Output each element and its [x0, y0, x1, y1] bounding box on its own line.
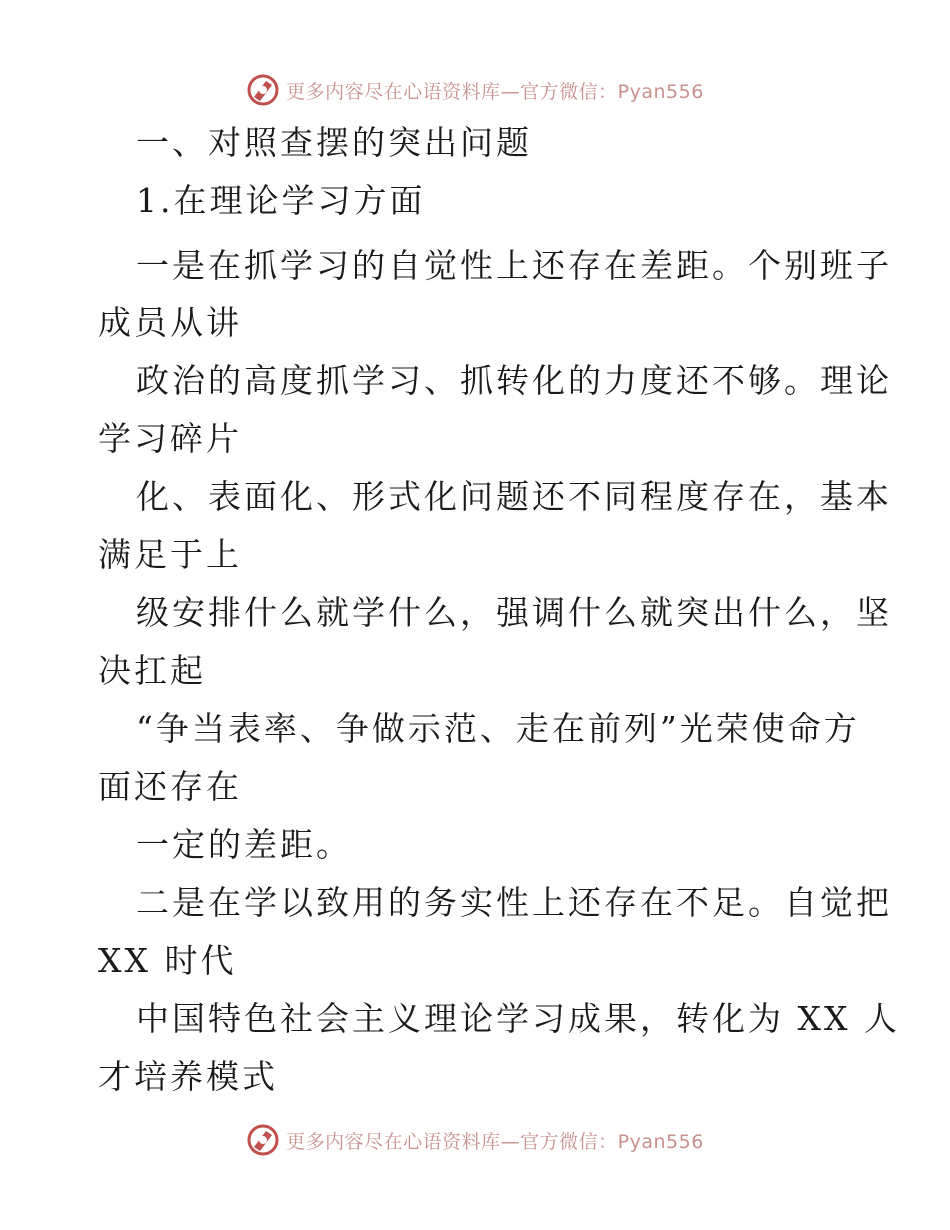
paragraph-line: XX 时代: [98, 941, 237, 980]
subsection-heading: 1.在理论学习方面: [136, 181, 426, 220]
paragraph-line: 面还存在: [98, 767, 242, 806]
paragraph-line: “争当表率、争做示范、走在前列”光荣使命方: [136, 709, 860, 748]
brand-logo-icon: [246, 1123, 280, 1157]
paragraph-line: 满足于上: [98, 535, 242, 574]
section-heading: 一、对照查摆的突出问题: [136, 123, 532, 162]
paragraph-line: 中国特色社会主义理论学习成果，转化为 XX 人: [136, 999, 900, 1038]
paragraph-line: 决扛起: [98, 651, 206, 690]
paragraph-line: 成员从讲: [98, 303, 242, 342]
paragraph-line: 一定的差距。: [136, 825, 352, 864]
brand-logo-icon: [246, 73, 280, 107]
paragraph-line: 二是在学以致用的务实性上还存在不足。自觉把: [136, 883, 892, 922]
paragraph-line: 级安排什么就学什么，强调什么就突出什么，坚: [136, 593, 892, 632]
paragraph-line: 才培养模式: [98, 1057, 278, 1096]
paragraph-line: 一是在抓学习的自觉性上还存在差距。个别班子: [136, 246, 892, 285]
paragraph-line: 学习碎片: [98, 419, 242, 458]
paragraph-line: 化、表面化、形式化问题还不同程度存在，基本: [136, 477, 892, 516]
watermark-footer: [0, 1120, 950, 1160]
watermark-text: 更多内容尽在心语资料库—官方微信：Pyan556: [286, 80, 704, 103]
paragraph-line: 政治的高度抓学习、抓转化的力度还不够。理论: [136, 361, 892, 400]
watermark-text: 更多内容尽在心语资料库—官方微信：Pyan556: [286, 1130, 704, 1153]
watermark-header: [0, 70, 950, 110]
